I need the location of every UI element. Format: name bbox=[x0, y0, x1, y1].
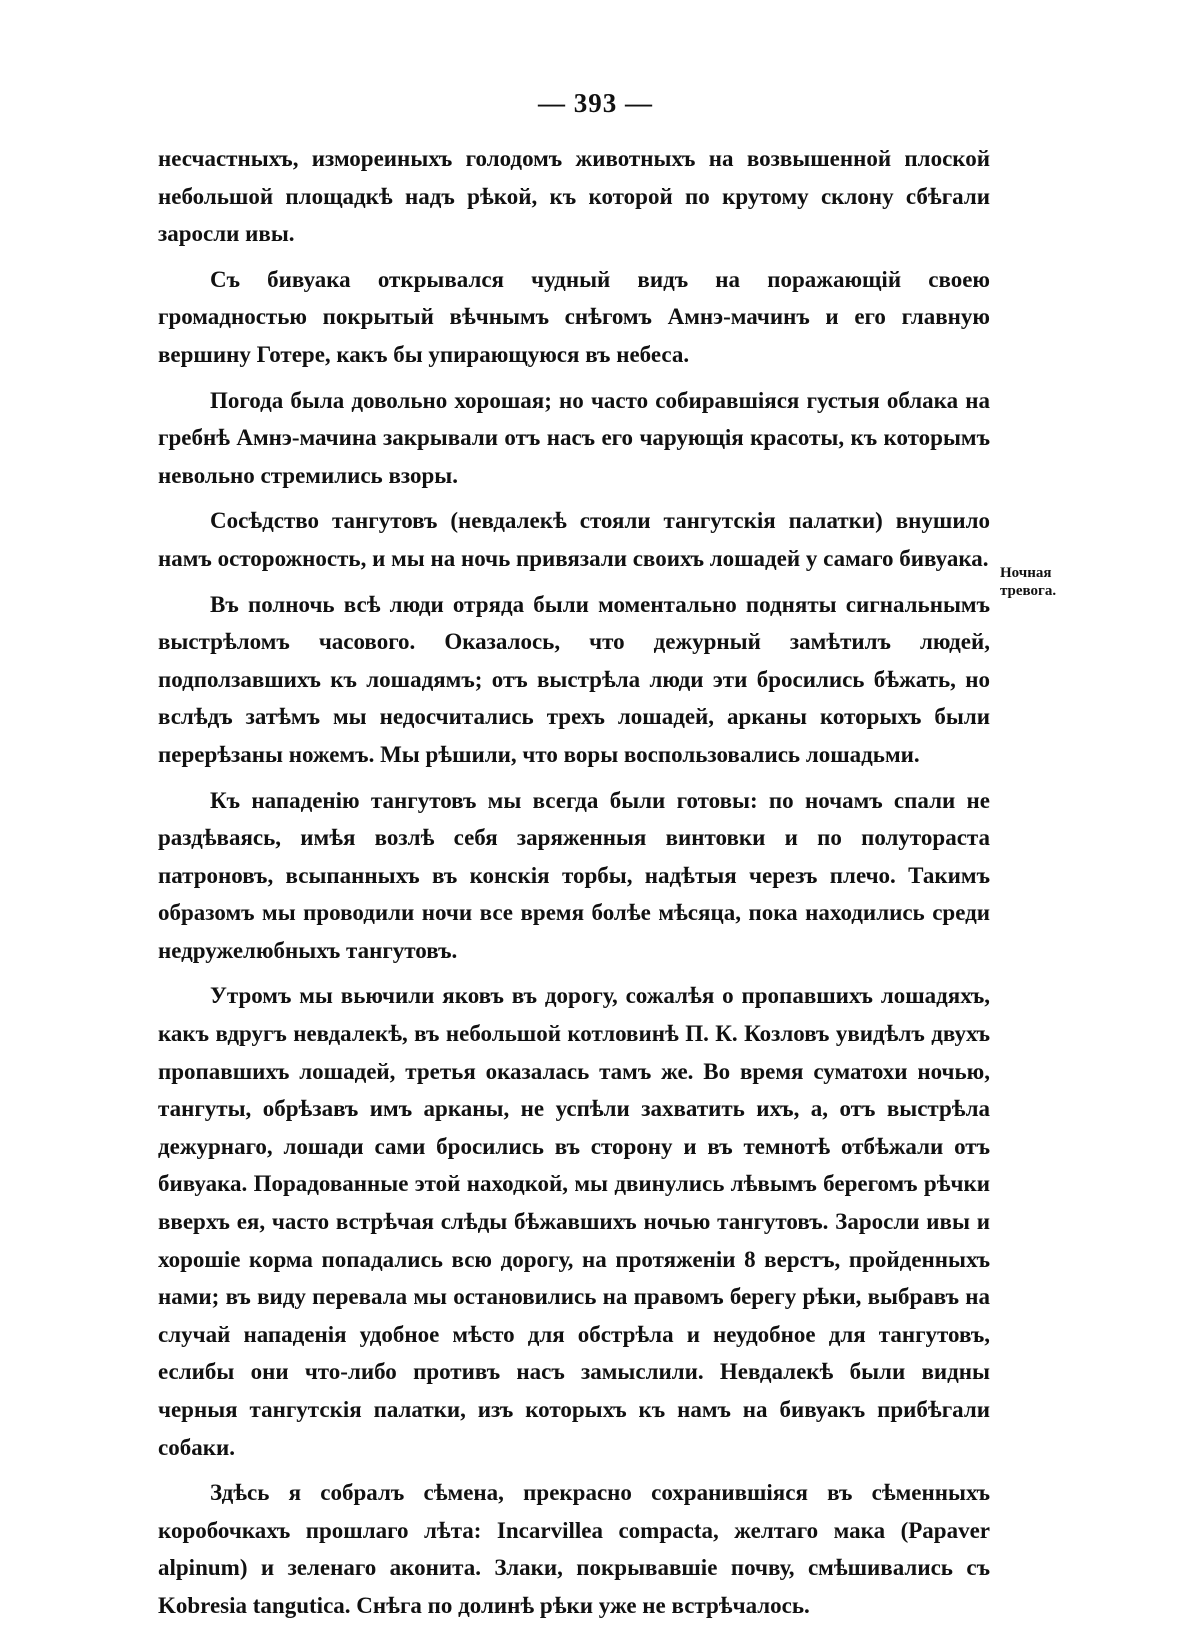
paragraph-2: Съ бивуака открывался чудный видъ на поражающій своею громадностью покрытый вѣчнымъ снѣгомъ Амнэ-мачинъ и его главную вершину Готере, какъ бы упирающуюся въ небеса. bbox=[158, 266, 990, 367]
paragraph-1: несчастныхъ, измореиныхъ голодомъ животныхъ на возвышенной плоской небольшой площадкѣ надъ рѣкой, къ которой по крутому склону сбѣгали заросли ивы. bbox=[158, 146, 990, 247]
margin-note-line-1: Ночная bbox=[1000, 565, 1052, 581]
page-number: — 393 — bbox=[538, 88, 653, 118]
paragraph-7: Утромъ мы вьючили яковъ въ дорогу, сожалѣя о пропавшихъ лошадяхъ, какъ вдругъ невдалекѣ, въ небольшой котловинѣ П. К. Козловъ увидѣлъ двухъ пропавшихъ лошадей, третья оказалась тамъ же. Во время суматохи ночью, тангуты, обрѣзавъ имъ арканы, не успѣли захватить ихъ, а, отъ выстрѣла дежурнаго, лошади сами бросились въ сторону и въ темнотѣ отбѣжали отъ бивуака. Порадованные этой находкой, мы двинулись лѣвымъ берегомъ рѣчки вверхъ ея, часто встрѣчая слѣды бѣжавшихъ ночью тангутовъ. Заросли ивы и хорошіе корма попадались всю дорогу, на протяженіи 8 верстъ, пройденныхъ нами; въ виду перевала мы остановились на правомъ берегу рѣки, выбравъ на случай нападенія удобное мѣсто для обстрѣла и неудобное для тангутовъ, еслибы они что-либо противъ насъ замыслили. Невдалекѣ были видны черныя тангутскія палатки, изъ которыхъ къ намъ на бивуакъ прибѣгали собаки. bbox=[158, 983, 990, 1460]
paragraph-8: Здѣсь я собралъ сѣмена, прекрасно сохранившіяся въ сѣменныхъ коробочкахъ прошлаго лѣта: Incarvillea compacta, желтаго мака (Papaver alpinum) и зеленаго аконита. Злаки, покрывавшіе почву, смѣшивались съ Kobresia tangutica. Снѣга по долинѣ рѣки уже не встрѣчалось. bbox=[158, 1480, 990, 1618]
body-text bbox=[158, 140, 990, 1633]
margin-note bbox=[1000, 564, 1080, 600]
paragraph-5: Въ полночь всѣ люди отряда были моментально подняты сигнальнымъ выстрѣломъ часового. Оказалось, что дежурный замѣтилъ людей, подползавшихъ къ лошадямъ; отъ выстрѣла люди эти бросились бѣжать, но вслѣдъ затѣмъ мы недосчитались трехъ лошадей, арканы которыхъ были перерѣзаны ножемъ. Мы рѣшили, что воры воспользовались лошадьми. bbox=[158, 591, 990, 767]
paragraph-4: Сосѣдство тангутовъ (невдалекѣ стояли тангутскія палатки) внушило намъ осторожность, и мы на ночь привязали своихъ лошадей у самаго бивуака. bbox=[158, 508, 990, 571]
margin-note-line-2: тревога. bbox=[1000, 583, 1057, 599]
paragraph-6: Къ нападенію тангутовъ мы всегда были готовы: по ночамъ спали не раздѣваясь, имѣя возлѣ себя заряженныя винтовки и по полутораста патроновъ, всыпанныхъ въ конскія торбы, надѣтыя черезъ плечо. Такимъ образомъ мы проводили ночи все время болѣе мѣсяца, пока находились среди недружелюбныхъ тангутовъ. bbox=[158, 787, 990, 963]
paragraph-3: Погода была довольно хорошая; но часто собиравшіяся густыя облака на гребнѣ Амнэ-мачина закрывали отъ насъ его чарующія красоты, къ которымъ невольно стремились взоры. bbox=[158, 387, 990, 488]
